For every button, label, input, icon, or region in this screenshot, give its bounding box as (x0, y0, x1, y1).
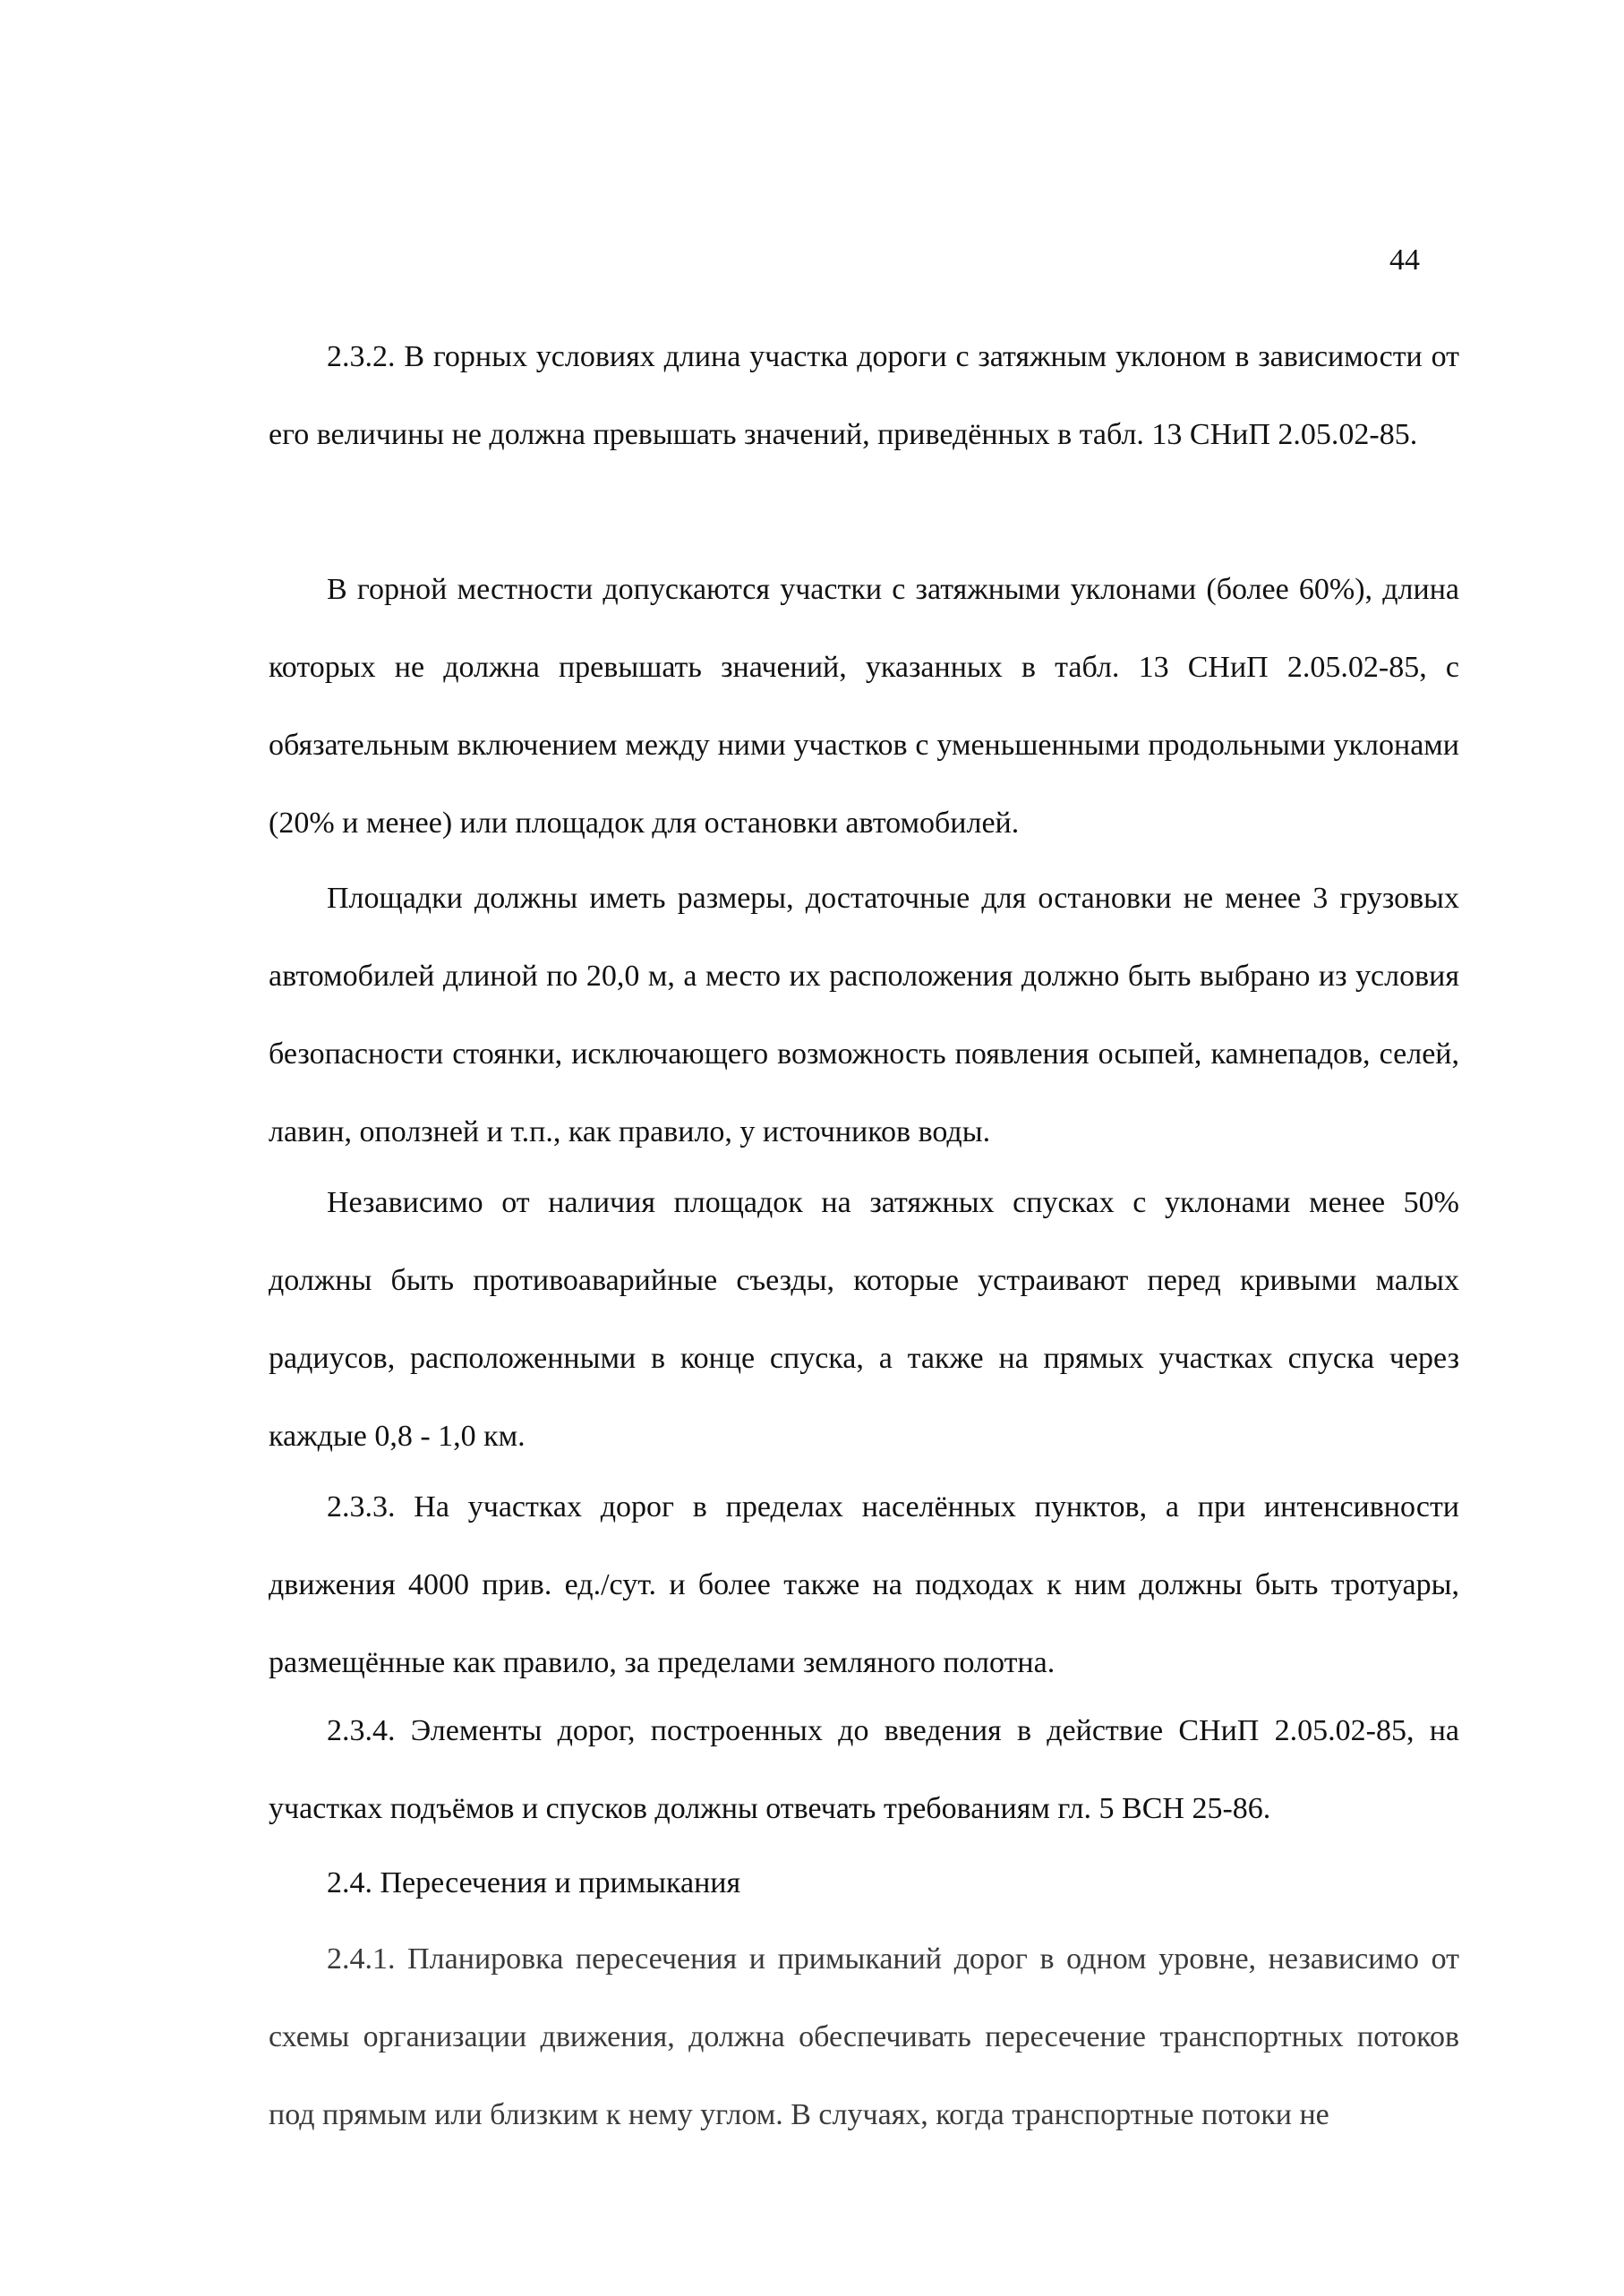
paragraph-2-3-4: 2.3.4. Элементы дорог, построенных до введения в действие СНиП 2.05.02-85, на участках подъёмов и спусков должны отвечать требованиям гл. 5 ВСН 25-86. (269, 1714, 1459, 1825)
paragraph-2-4-1: 2.4.1. Планировка пересечения и примыканий дорог в одном уровне, независимо от схемы организации движения, должна обеспечивать пересечение транспортных потоков под прямым или близким к нему углом. В случаях, когда транспортные потоки не (269, 1942, 1459, 2131)
page-number: 44 (1389, 243, 1420, 277)
paragraph-platforms: Площадки должны иметь размеры, достаточные для остановки не менее 3 грузовых автомобилей длиной по 20,0 м, а место их расположения должно быть выбрано из условия безопасности стоянки, исключающего возможность появления осыпей, камнепадов, селей, лавин, оползней и т.п., как правило, у источников воды. (269, 882, 1459, 1148)
section-heading-2-4: 2.4. Пересечения и примыкания (327, 1866, 741, 1899)
paragraph-mountain-terrain: В горной местности допускаются участки с затяжными уклонами (более 60%), длина которых не должна превышать значений, указанных в табл. 13 СНиП 2.05.02-85, с обязательным включением между ними участков с уменьшенными продольными уклонами (20% и менее) или площадок для остановки автомобилей. (269, 573, 1459, 840)
paragraph-2-3-3: 2.3.3. На участках дорог в пределах населённых пунктов, а при интенсивности движения 4000 прив. ед./сут. и более также на подходах к ним должны быть тротуары, размещённые как правило, за пределами земляного полотна. (269, 1490, 1459, 1679)
paragraph-2-3-2: 2.3.2. В горных условиях длина участка дороги с затяжным уклоном в зависимости от его величины не должна превышать значений, приведённых в табл. 13 СНиП 2.05.02-85. (269, 340, 1459, 451)
paragraph-emergency-exits: Независимо от наличия площадок на затяжных спусках с уклонами менее 50% должны быть противоаварийные съезды, которые устраивают перед кривыми малых радиусов, расположенными в конце спуска, а также на прямых участках спуска через каждые 0,8 - 1,0 км. (269, 1186, 1459, 1453)
